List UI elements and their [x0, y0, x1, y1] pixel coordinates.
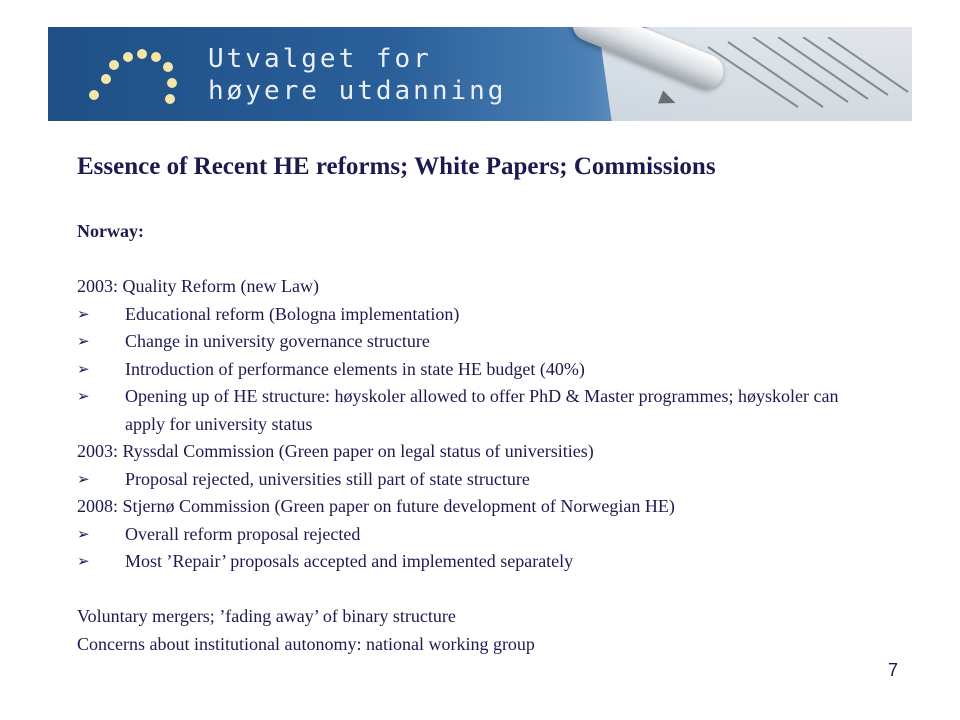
list-item-text: Proposal rejected, universities still part of state structure	[125, 468, 530, 489]
list-item	[77, 521, 907, 549]
arrow-bullet-icon: ➢	[77, 304, 90, 323]
arrow-bullet-icon: ➢	[77, 387, 90, 405]
slide-title: Essence of Recent HE reforms; White Papers; Commissions	[77, 153, 716, 180]
list-item	[77, 548, 907, 576]
arrow-bullet-icon: ➢	[77, 332, 90, 350]
logo-dots-icon	[84, 41, 194, 111]
list-item-text: Most ’Repair’ proposals accepted and implemented separately	[125, 551, 574, 571]
list-item	[77, 356, 907, 384]
stjerno-heading: 2008: Stjernø Commission (Green paper on future development of Norwegian HE)	[77, 496, 675, 516]
arrow-bullet-icon: ➢	[77, 359, 90, 378]
list-item	[77, 383, 907, 438]
country-heading: Norway:	[77, 221, 144, 241]
spacer	[77, 576, 907, 604]
arrow-bullet-icon: ➢	[77, 524, 90, 543]
list-item-text: Educational reform (Bologna implementation)	[125, 303, 460, 324]
ryssdal-heading: 2003: Ryssdal Commission (Green paper on legal status of universities)	[77, 441, 594, 461]
banner-line-2: høyere utdanning	[208, 76, 507, 106]
list-item	[77, 466, 907, 494]
list-item	[77, 328, 907, 356]
list-item-text: Opening up of HE structure: høyskoler allowed to offer PhD & Master programmes; høyskoler can apply for university status	[125, 386, 839, 434]
spacer	[77, 246, 907, 274]
list-item-text: Overall reform proposal rejected	[125, 523, 361, 544]
list-item-text: Change in university governance structure	[125, 331, 430, 351]
arrow-bullet-icon: ➢	[77, 552, 90, 570]
header-banner	[48, 27, 912, 121]
autonomy-line: Concerns about institutional autonomy: national working group	[77, 633, 535, 654]
list-item-text: Introduction of performance elements in state HE budget (40%)	[125, 358, 585, 379]
quality-reform-heading: 2003: Quality Reform (new Law)	[77, 276, 319, 296]
page-number: 7	[888, 660, 899, 680]
slide-body	[77, 218, 907, 658]
banner-line-1: Utvalget for	[208, 44, 432, 74]
mergers-line: Voluntary mergers; ’fading away’ of binary structure	[77, 606, 456, 626]
arrow-bullet-icon: ➢	[77, 469, 90, 488]
banner-logo-text	[208, 43, 506, 107]
list-item	[77, 301, 907, 329]
